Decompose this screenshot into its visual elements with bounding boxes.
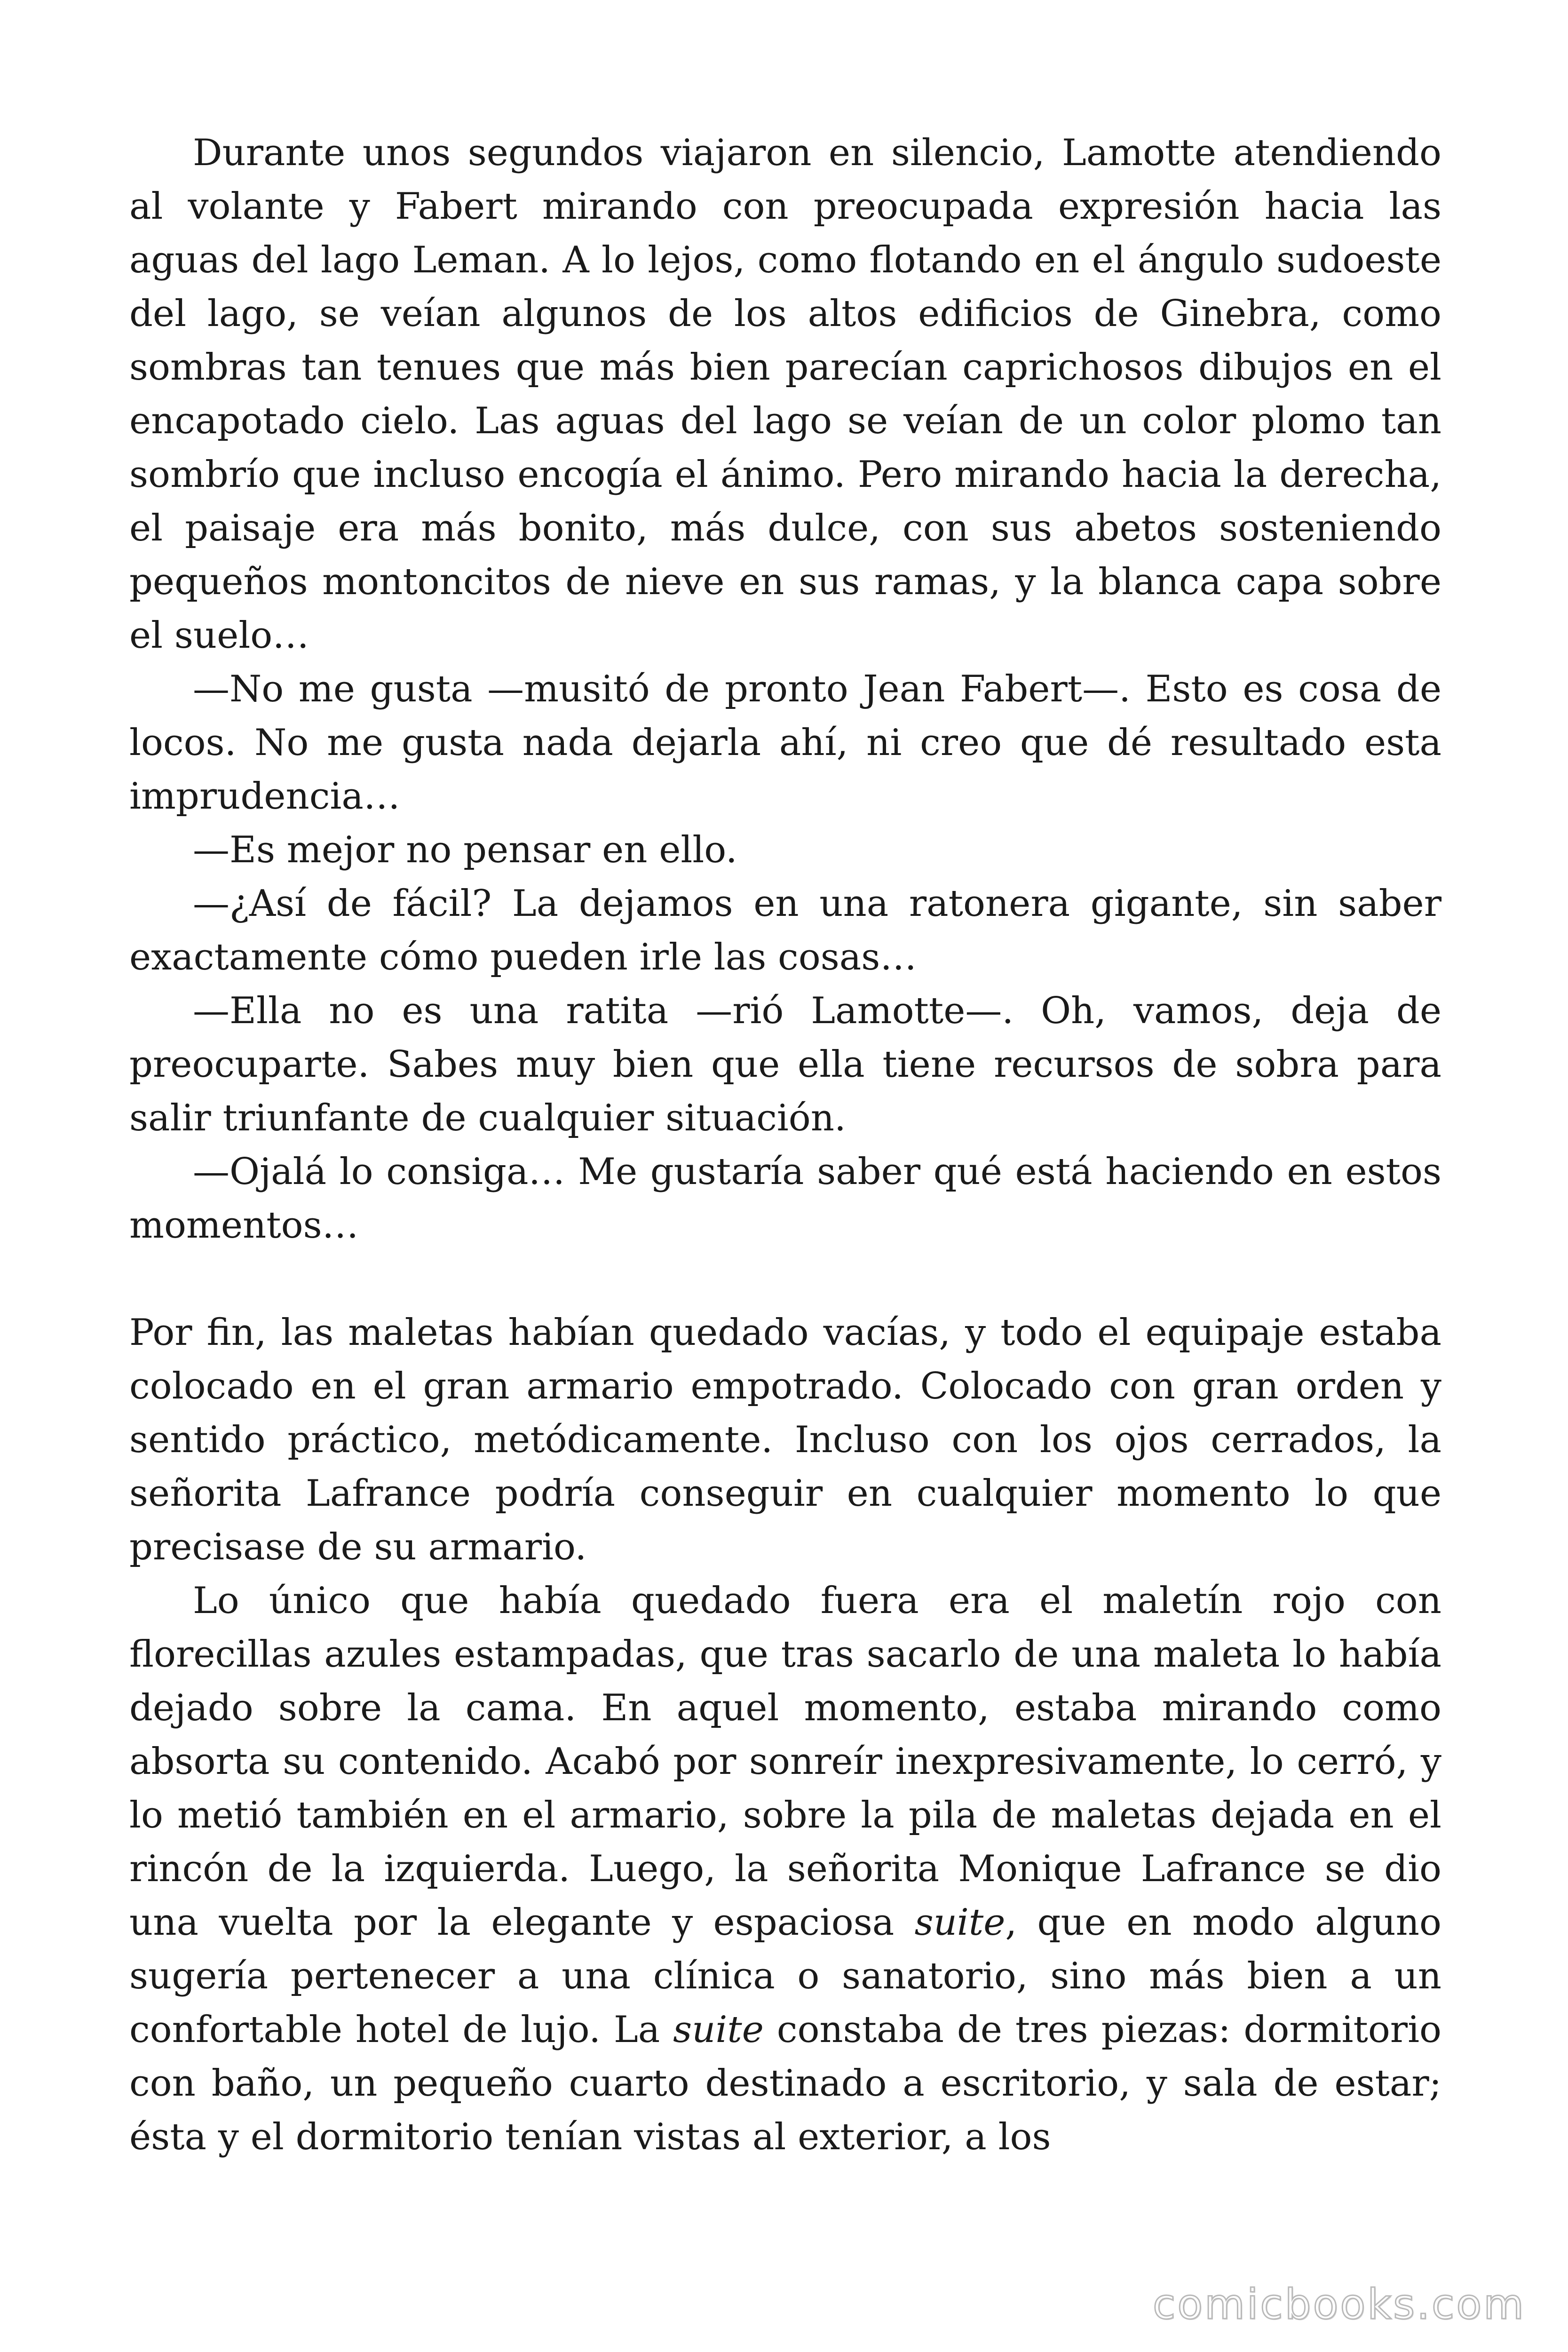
paragraph-8-italic-suite-2: suite: [673, 2009, 764, 2051]
paragraph-8-part-2: , que en modo alguno sugería pertenecer a una clínica o sanatorio, sino más bien a un confortable hotel de lujo. La: [129, 1901, 1441, 2051]
paragraph-4: —¿Así de fácil? La dejamos en una ratonera gigante, sin saber exactamente cómo pueden irle las cosas…: [129, 882, 1441, 978]
paragraph-6: —Ojalá lo consiga… Me gustaría saber qué está haciendo en estos momentos…: [129, 1151, 1441, 1247]
paragraph-2: —No me gusta —musitó de pronto Jean Fabert—. Esto es cosa de locos. No me gusta nada dejarla ahí, ni creo que dé resultado esta imprudencia…: [129, 668, 1441, 818]
paragraph-8-part-3: constaba de tres piezas: dormitorio con baño, un pequeño cuarto destinado a escritorio, y sala de estar; ésta y el dormitorio tenían vistas al exterior, a los: [129, 2009, 1441, 2158]
paragraph-1: Durante unos segundos viajaron en silencio, Lamotte atendiendo al volante y Fabert mirando con preocupada expresión hacia las aguas del lago Leman. A lo lejos, como flotando en el ángulo sudoeste del lago, se veían algunos de los altos edificios de Ginebra, como sombras tan tenues que más bien parecían caprichosos dibujos en el encapotado cielo. Las aguas del lago se veían de un color plomo tan sombrío que incluso encogía el ánimo. Pero mirando hacia la derecha, el paisaje era más bonito, más dulce, con sus abetos sosteniendo pequeños montoncitos de nieve en sus ramas, y la blanca capa sobre el suelo…: [129, 132, 1441, 657]
paragraph-3: —Es mejor no pensar en ello.: [193, 829, 737, 871]
paragraph-8-part-1: Lo único que había quedado fuera era el maletín rojo con florecillas azules estampadas, que tras sacarlo de una maleta lo había dejado sobre la cama. En aquel momento, estaba mirando como absorta su contenido. Acabó por sonreír inexpresivamente, lo cerró, y lo metió también en el armario, sobre la pila de maletas dejada en el rincón de la izquierda. Luego, la señorita Monique Lafrance se dio una vuelta por la elegante y espaciosa: [129, 1580, 1441, 1944]
page-text: [129, 126, 1441, 2164]
paragraph-8: [129, 1574, 1441, 2164]
paragraph-7: Por fin, las maletas habían quedado vacías, y todo el equipaje estaba colocado en el gran armario empotrado. Colocado con gran orden y sentido práctico, metódicamente. Incluso con los ojos cerrados, la señorita Lafrance podría conseguir en cualquier momento lo que precisase de su armario.: [129, 1311, 1441, 1568]
paragraph-5: —Ella no es una ratita —rió Lamotte—. Oh, vamos, deja de preocuparte. Sabes muy bien que ella tiene recursos de sobra para salir triunfante de cualquier situación.: [129, 990, 1441, 1139]
watermark: comicbooks.com: [1152, 2280, 1526, 2328]
paragraph-8-italic-suite-1: suite: [914, 1901, 1006, 1944]
